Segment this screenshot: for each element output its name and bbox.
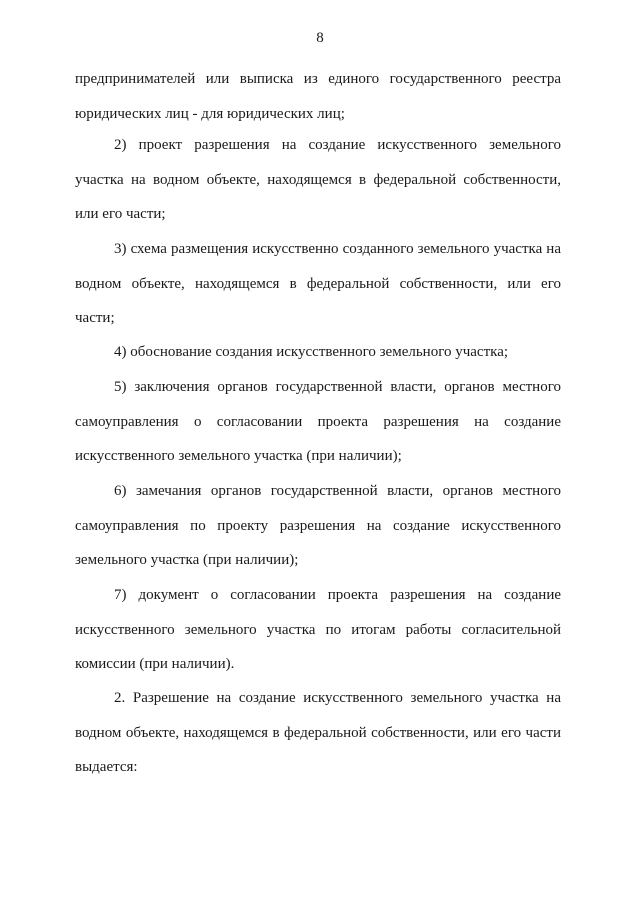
text-line: участка на водном объекте, находящемся в федеральной собственности, [75,171,561,188]
text-line: 3) схема размещения искусственно созданного земельного участка на [114,241,561,257]
text-line: юридических лиц - для юридических лиц; [75,105,345,122]
text-line: предпринимателей или выписка из единого государственного реестра [75,71,561,87]
list-item-6 [75,474,561,578]
section-2-paragraph [75,681,561,785]
text-line: водном объекте, находящемся в федеральной собственности, или его части [75,724,561,741]
text-line: 5) заключения органов государственной власти, органов местного [114,379,561,395]
text-line: 2) проект разрешения на создание искусственного земельного [114,137,561,153]
paragraph-continuation [75,62,561,131]
text-line: 7) документ о согласовании проекта разрешения на создание [114,587,561,603]
list-item-4 [75,335,561,370]
list-item-3 [75,232,561,336]
page-number: 8 [316,30,324,46]
text-line: части; [75,310,115,326]
text-line: искусственного земельного участка (при наличии); [75,448,402,464]
text-line: самоуправления по проекту разрешения на создание искусственного [75,517,561,534]
list-item-7 [75,578,561,682]
list-item-5 [75,370,561,474]
text-line: 6) замечания органов государственной власти, органов местного [114,483,561,499]
text-line: искусственного земельного участка по итогам работы согласительной [75,621,561,638]
text-line: водном объекте, находящемся в федеральной собственности, или его [75,275,561,292]
text-line: самоуправления о согласовании проекта разрешения на создание [75,413,561,430]
text-line: 4) обоснование создания искусственного земельного участка; [114,344,509,360]
text-line: или его части; [75,206,166,222]
text-line: 2. Разрешение на создание искусственного земельного участка на [114,690,561,706]
list-item-2 [75,128,561,232]
text-line: выдается: [75,759,138,775]
text-line: комиссии (при наличии). [75,656,235,672]
text-line: земельного участка (при наличии); [75,552,299,568]
